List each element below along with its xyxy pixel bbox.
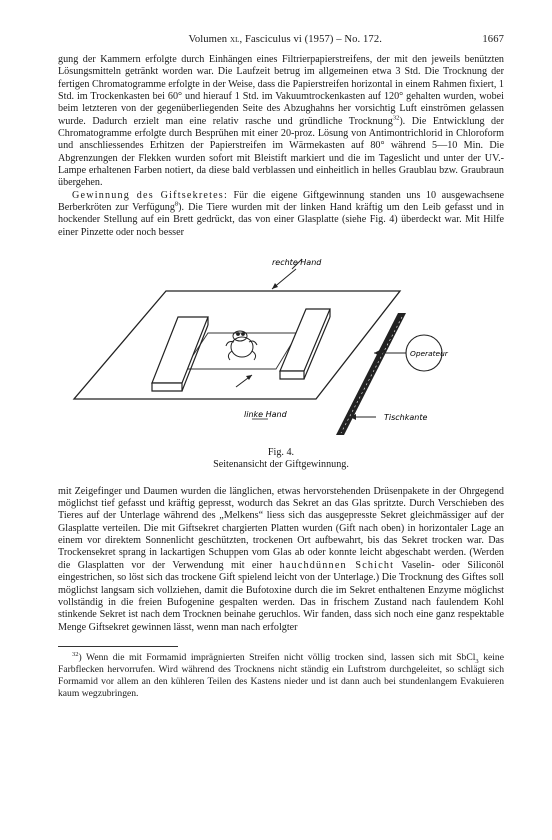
glass-plate xyxy=(184,333,298,369)
right-hand-label: rechte Hand xyxy=(272,258,322,268)
running-header xyxy=(58,34,504,54)
emphasis-text: hauchdünnen Schicht xyxy=(279,559,395,571)
footnote-ref: 8 xyxy=(174,200,179,208)
journal-citation: Volumen xl, Fasciculus vi (1957) – No. 172. xyxy=(188,34,382,45)
right-block xyxy=(280,309,330,379)
paragraph-chromatography-drying: gung der Kammern erfolgte durch Einhängen eines Filtrierpapierstreifens, der mit den jeweils benützten Lösungsmitteln getränkt worden war. Die Laufzeit betrug im allgemeinen etwa 3 Std. Die Trocknung der fertigen Chromatogramme erfolgte in der Weise, dass die Papierstreifen horizontal in einem Rahmen fixiert, 1 Std. im Trockenkasten bei 60° und hierauf 1 Std. im Vakuumtrockenkasten auf 120° gehalten wurden, wobei beim letzteren von der gegenüberliegenden Seite des Abzughahns her vorsichtig Luft einströmen gelassen wurde. Dadurch erzielt man eine relativ rasche und gründliche Trocknung$^{32}$). Die Entwicklung der Chromatogramme erfolgte durch Besprühen mit einer 20-proz. Lösung von Antimontrichlorid in Chloroform und anschliessendes Erhitzen der Papierstreifen im Wärmekasten auf 80° während 5—10 Min. Die Abgrenzungen der Flekken wurden sofort mit Bleistift markiert und die im Tageslicht und unter der UV.-Lampe erhaltenen Farben notiert, da diese bald verblassen und einheitlich in helles Graublau bzw. Graubraun übergehen. xyxy=(58,54,504,189)
footnote-divider xyxy=(58,646,178,647)
paragraph-venom-collection: Gewinnung des Giftsekretes: Für die eigene Giftgewinnung standen uns 10 ausgewachsene Berberkröten zur Verfügung$^8$). Die Tiere wurden mit der linken Hand kräftig um den Leib gefasst und in hockender Stellung auf ein Brett gedrückt, das von einer Glasplatte (siehe Fig. 4) überdeckt war. Mit Hilfe einer Pinzette oder noch besser xyxy=(58,189,505,238)
operator-label: Operateur xyxy=(410,349,448,359)
footnote: $^{32}$) Wenn die mit Formamid imprägnierten Streifen nicht völlig trocken sind, lassen sich mit SbCl$_3$ keine Farbflecken hervorrufen. Wird während des Trocknens nicht ständig ein Luftstrom durchgeleitet, so schlägt sich Formamid vor allem an den kühleren Teilen des Kastens nieder und ist dann auch bei stundenlangem Evakuieren kaum wegzubringen. xyxy=(58,650,504,700)
left-hand-label: linke Hand xyxy=(244,410,287,420)
toad-icon xyxy=(226,331,257,360)
chemical-subscript: 3 xyxy=(475,657,479,665)
paragraph-milking-procedure: mit Zeigefinger und Daumen wurden die länglichen, etwas hervorstehenden Drüsenpakete in der Ohrgegend möglichst tief gefasst und kräftig gepresst, wodurch das Sekret an das Glas spritzte. Durch Verschieben des Tieres auf der Unterlage während des „Melkens“ liess sich das ausgepresste Sekret gleichmässiger auf der Glasplatte verteilen. Die mit Giftsekret chargierten Platten wurden (Gift nach oben) in horizontaler Lage an einem vor direktem Sonnenlicht geschützten, trockenen Ort aufbewahrt, bis das Sekret trocken war. Das Trockensekret sprang in lackartigen Schuppen vom Glas ab oder konnte leicht abgeschabt werden. (Werden die Glasplatten vor der Verwendung mit einer hauchdünnen Schicht Vaselin- oder Siliconöl eingestrichen, so löst sich das trockene Gift spielend leicht von der Unterlage.) Die Trocknung des Giftes soll möglichst langsam sich vollziehen, damit die Bufotoxine durch die im Sekret enthaltenen Enzyme möglichst vollständig in die freien Bufogenine gespalten werden. Das in frischem Zustand nach faulendem Kohl stinkende Sekret ist nach dem Trocknen beinahe geruchlos. Wir fanden, dass sich noch eine ganz respektable Menge Giftsekret gewinnen lässt, wenn man nach erfolgter xyxy=(58,485,504,633)
footnote-ref: 32 xyxy=(392,114,400,122)
page-number: 1667 xyxy=(482,34,504,45)
figure-description: Seitenansicht der Giftgewinnung. xyxy=(213,459,349,471)
table-edge-label: Tischkante xyxy=(384,413,428,423)
page xyxy=(58,34,504,700)
section-heading: Gewinnung des Giftsekretes: xyxy=(72,189,228,201)
figure-4 xyxy=(58,243,504,445)
board-outline xyxy=(74,291,400,399)
left-block xyxy=(152,317,208,391)
figure-number: Fig. 4. xyxy=(267,447,295,459)
venom-collection-diagram xyxy=(58,243,504,445)
volume-numeral: xl xyxy=(229,34,240,45)
figure-caption xyxy=(58,447,504,472)
footnote-number: 32 xyxy=(72,650,79,658)
